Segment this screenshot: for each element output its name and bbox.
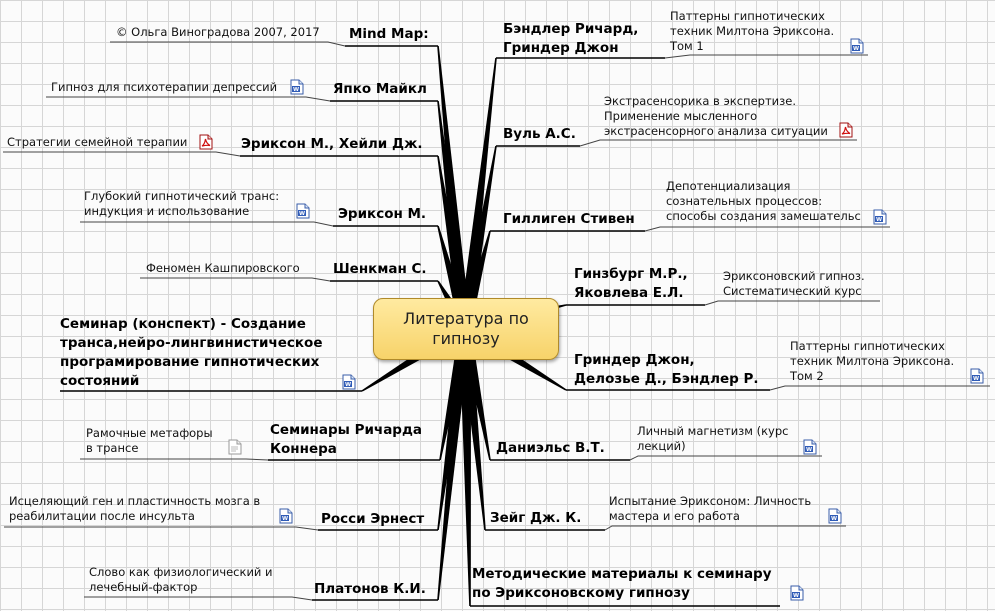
word-doc-icon[interactable] [803, 439, 817, 455]
subtopic-connector [84, 597, 312, 600]
branch-mindmap[interactable]: Mind Map: [349, 26, 429, 42]
branch-method[interactable]: Методические материалы к семинару по Эриксоновскому гипнозу [472, 566, 772, 601]
subtopic-connector [140, 278, 330, 281]
sub-gilligan: Депотенциализация сознательных процессов: способы создания замешательс [666, 179, 861, 223]
sub-platonov: Слово как физиологический и лечебный-фактор [89, 565, 273, 594]
svg-text:W: W [344, 382, 352, 388]
sub-erickson-haley: Стратегии семейной терапии [7, 135, 188, 149]
subtopic-connector [630, 456, 822, 460]
subtopic-connector [705, 301, 880, 305]
svg-text:W: W [852, 46, 860, 52]
subtopic-connector [80, 459, 268, 460]
svg-text:W: W [875, 217, 883, 223]
branch-erickson[interactable]: Эриксон М. [338, 206, 427, 222]
subtopic-connector [3, 152, 240, 156]
word-doc-icon[interactable] [290, 79, 304, 95]
branch-konner[interactable]: Семинары Ричарда Коннера [270, 422, 422, 457]
branch-rossi[interactable]: Росси Эрнест [321, 511, 425, 527]
subtopic-connector [605, 526, 846, 530]
sub-daniels: Личный магнетизм (курс лекций) [637, 424, 789, 453]
subtopic-connector [580, 140, 857, 146]
sub-shenkman: Феномен Кашпировского [146, 261, 300, 275]
svg-text:W: W [972, 376, 980, 382]
svg-text:W: W [298, 211, 306, 217]
branch-zeig[interactable]: Зейг Дж. К. [490, 510, 582, 526]
branch-gilligan[interactable]: Гиллиген Стивен [503, 211, 635, 227]
branch-erickson-haley[interactable]: Эриксон М., Хейли Дж. [241, 136, 423, 152]
pdf-doc-icon[interactable] [839, 122, 853, 138]
branch-platonov[interactable]: Платонов К.И. [314, 581, 426, 597]
sub-ginzburg: Эриксоновский гипноз. Систематический курс [723, 269, 865, 298]
subtopic-connector [46, 97, 330, 101]
sub-mindmap: © Ольга Виноградова 2007, 2017 [116, 25, 320, 39]
subtopic-connector [645, 227, 890, 231]
svg-text:W: W [292, 87, 300, 93]
sub-erickson: Глубокий гипнотический транс: индукция и использование [84, 189, 280, 218]
subtopic-connector [665, 55, 868, 58]
branch-connector [459, 328, 471, 606]
word-doc-icon[interactable] [342, 374, 356, 390]
word-doc-icon[interactable] [296, 203, 310, 219]
text-doc-icon[interactable] [228, 439, 242, 455]
pdf-doc-icon[interactable] [199, 134, 213, 150]
sub-rossi: Исцеляющий ген и пластичность мозга в реабилитации после инсульта [9, 494, 261, 523]
sub-yapko: Гипноз для психотерапии депрессий [51, 80, 278, 94]
branch-grinder[interactable]: Гриндер Джон, Делозье Д., Бэндлер Р. [574, 352, 759, 387]
word-doc-icon[interactable] [873, 209, 887, 225]
sub-konner: Рамочные метафоры в трансе [86, 426, 213, 455]
svg-text:W: W [830, 516, 838, 522]
central-topic-label: Литература по гипнозу [403, 309, 529, 348]
word-doc-icon[interactable] [279, 508, 293, 524]
word-doc-icon[interactable] [828, 508, 842, 524]
svg-text:W: W [792, 593, 800, 599]
branch-vul[interactable]: Вуль А.С. [503, 126, 576, 142]
branch-ginzburg[interactable]: Гинзбург М.Р., Яковлева Е.Л. [574, 266, 688, 301]
sub-zeig: Испытание Эриксоном: Личность мастера и его работа [609, 494, 812, 523]
branch-seminar[interactable]: Семинар (конспект) - Создание транса,нейро-лингвинистическое програмирование гипнотических состояний [60, 316, 323, 389]
subtopic-connector [4, 527, 318, 530]
central-topic[interactable] [373, 298, 559, 360]
subtopic-connector [80, 222, 333, 226]
svg-text:W: W [805, 447, 813, 453]
subtopic-connector [110, 42, 345, 46]
sub-vul: Экстрасенсорика в экспертизе. Применение мысленного экстрасенсорного анализа ситуации [604, 94, 828, 138]
branch-shenkman[interactable]: Шенкман С. [333, 261, 427, 277]
sub-grinder: Паттерны гипнотических техник Милтона Эриксона. Том 2 [790, 339, 955, 383]
svg-text:W: W [281, 516, 289, 522]
branch-daniels[interactable]: Даниэльс В.Т. [496, 440, 605, 456]
subtopic-connector [770, 386, 990, 390]
branch-bandler[interactable]: Бэндлер Ричард, Гриндер Джон [503, 21, 639, 56]
branch-yapko[interactable]: Япко Майкл [333, 81, 427, 97]
sub-bandler: Паттерны гипнотических техник Милтона Эриксона. Том 1 [670, 9, 835, 53]
word-doc-icon[interactable] [790, 585, 804, 601]
word-doc-icon[interactable] [850, 38, 864, 54]
word-doc-icon[interactable] [970, 368, 984, 384]
